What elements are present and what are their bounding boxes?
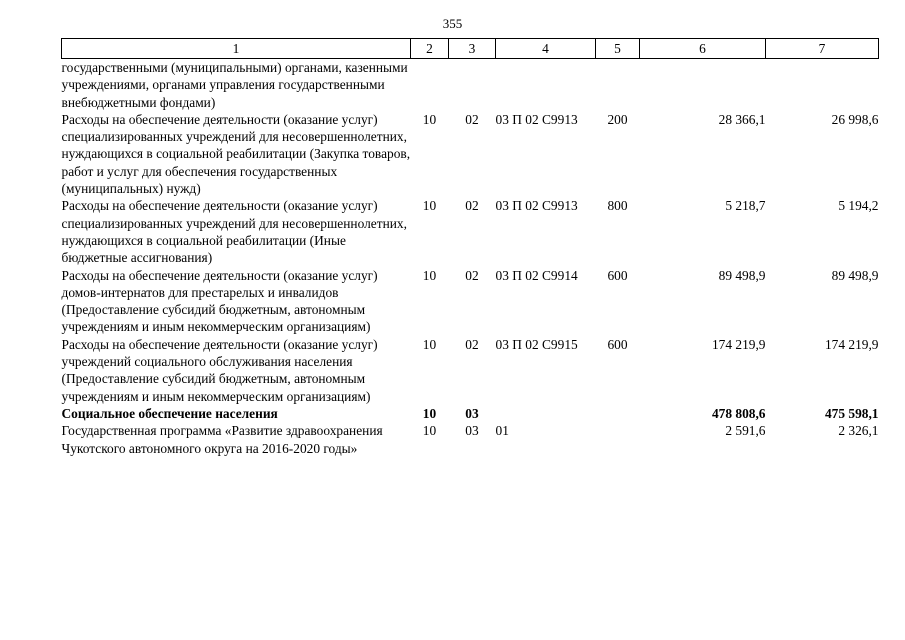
- amount-year1-cell: 478 808,6: [711, 405, 766, 421]
- section-code-cell: 10: [422, 336, 437, 352]
- amount-year2-cell: 26 998,6: [831, 111, 879, 127]
- amount-year2-cell: 2 326,1: [838, 423, 879, 439]
- table-row: [62, 111, 879, 197]
- page-number: 355: [442, 16, 463, 31]
- column-header: 2: [411, 39, 449, 59]
- row-name-cell: Социальное обеспечение населения: [61, 405, 278, 421]
- row-name-cell: Расходы на обеспечение деятельности (оказание услуг) домов-интернатов для престарелых и инвалидов (Предоставление субсидий бюджетным, автономным учреждениям и иным некоммерческим организациям): [61, 267, 378, 335]
- subsection-code-cell: 03: [465, 423, 479, 439]
- section-code-cell: 10: [422, 423, 437, 439]
- amount-year1-cell: 2 591,6: [725, 423, 766, 439]
- amount-year2-cell: 5 194,2: [838, 198, 879, 214]
- amount-year2-cell: [766, 59, 879, 111]
- row-name-cell: Расходы на обеспечение деятельности (оказание услуг) учреждений социального обслуживания населения (Предоставление субсидий бюджетным, автономным учреждениям и иным некоммерческим организациям): [61, 336, 378, 404]
- row-name-cell: Расходы на обеспечение деятельности (оказание услуг) специализированных учреждений для несовершеннолетних, нуждающихся в социальной реабилитации (Иные бюджетные ассигнования): [61, 198, 407, 266]
- expense-type-cell: [596, 422, 640, 457]
- expense-type-cell: 800: [607, 198, 628, 214]
- section-code-cell: 10: [422, 405, 437, 421]
- target-article-cell: 03 П 02 С9915: [495, 336, 578, 352]
- subsection-code-cell: 02: [465, 336, 479, 352]
- expense-type-cell: 600: [607, 336, 628, 352]
- amount-year1-cell: [640, 59, 766, 111]
- table-row: [62, 336, 879, 405]
- section-code-cell: [411, 59, 449, 111]
- target-article-cell: 03 П 02 С9913: [495, 198, 578, 214]
- subsection-code-cell: 02: [465, 111, 479, 127]
- target-article-cell: [496, 405, 596, 422]
- amount-year1-cell: 89 498,9: [718, 267, 766, 283]
- table-row: [62, 422, 879, 457]
- target-article-cell: 01: [495, 423, 509, 439]
- table-row: [62, 405, 879, 422]
- column-header: 6: [640, 39, 766, 59]
- amount-year1-cell: 174 219,9: [711, 336, 766, 352]
- expense-type-cell: [596, 59, 640, 111]
- target-article-cell: 03 П 02 С9913: [495, 111, 578, 127]
- column-header: 5: [596, 39, 640, 59]
- target-article-cell: [496, 59, 596, 111]
- amount-year2-cell: 475 598,1: [824, 405, 879, 421]
- table-row: [62, 59, 879, 111]
- expense-type-cell: [596, 405, 640, 422]
- table-row: [62, 267, 879, 336]
- table-header-row: [62, 39, 879, 59]
- section-code-cell: 10: [422, 267, 437, 283]
- subsection-code-cell: 02: [465, 198, 479, 214]
- amount-year2-cell: 174 219,9: [824, 336, 879, 352]
- table-row: [62, 197, 879, 266]
- expense-type-cell: 200: [607, 111, 628, 127]
- subsection-code-cell: 02: [465, 267, 479, 283]
- column-header: 3: [449, 39, 496, 59]
- budget-table: [61, 38, 879, 457]
- row-name-cell: государственными (муниципальными) органами, казенными учреждениями, органами управления государственными внебюджетными фондами): [61, 60, 408, 110]
- expense-type-cell: 600: [607, 267, 628, 283]
- column-header: 1: [62, 39, 411, 59]
- column-header: 7: [766, 39, 879, 59]
- section-code-cell: 10: [422, 198, 437, 214]
- subsection-code-cell: 03: [465, 405, 479, 421]
- row-name-cell: Расходы на обеспечение деятельности (оказание услуг) специализированных учреждений для несовершеннолетних, нуждающихся в социальной реабилитации (Закупка товаров, работ и услуг для обеспечения государственных (муниципальных) нужд): [61, 111, 411, 197]
- amount-year1-cell: 5 218,7: [725, 198, 766, 214]
- amount-year2-cell: 89 498,9: [831, 267, 879, 283]
- subsection-code-cell: [449, 59, 496, 111]
- section-code-cell: 10: [422, 111, 437, 127]
- target-article-cell: 03 П 02 С9914: [495, 267, 578, 283]
- column-header: 4: [496, 39, 596, 59]
- amount-year1-cell: 28 366,1: [718, 111, 766, 127]
- row-name-cell: Государственная программа «Развитие здравоохранения Чукотского автономного округа на 2016-2020 годы»: [61, 423, 383, 456]
